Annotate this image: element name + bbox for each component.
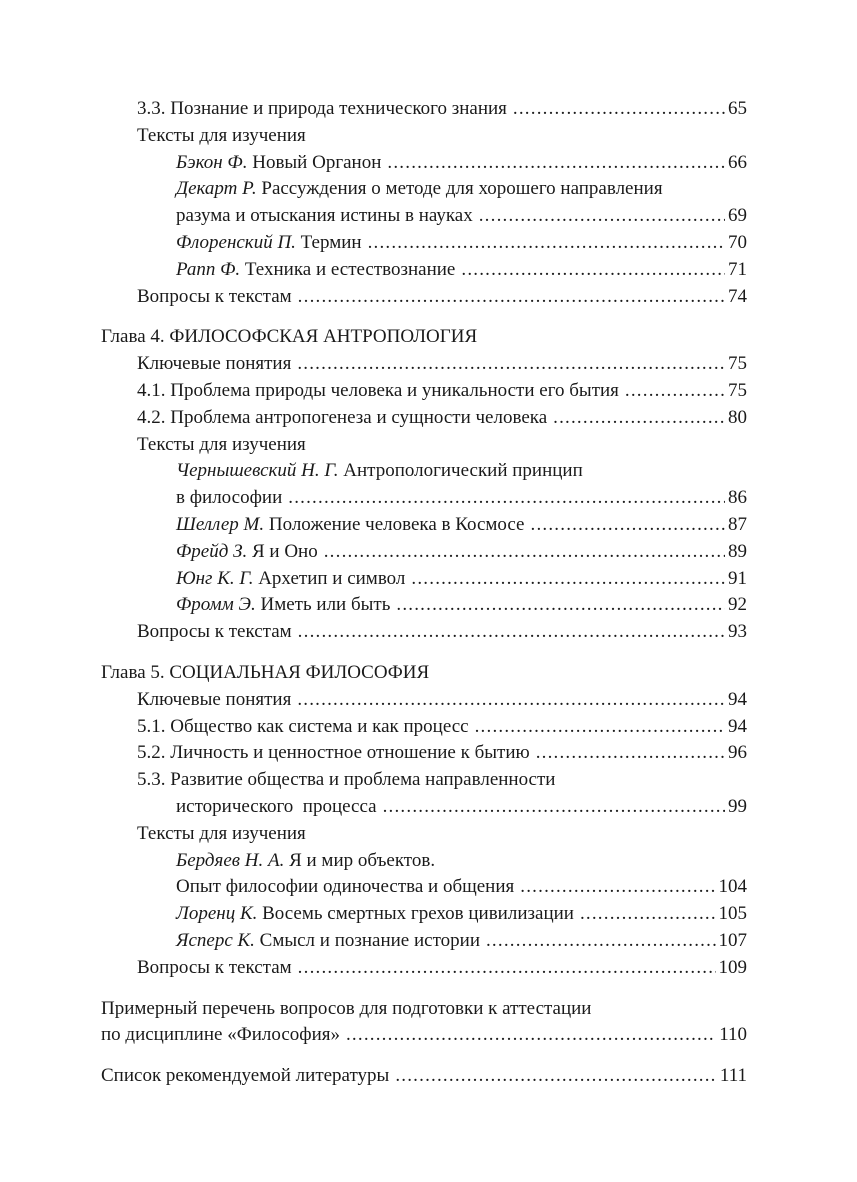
- dot-leader: [346, 1022, 716, 1049]
- dot-leader: [553, 405, 725, 432]
- toc-entry-5-3-line1[interactable]: 5.3. Развитие общества и проблема направленности: [137, 769, 556, 791]
- dot-leader: [298, 955, 716, 982]
- page-number: 80: [728, 406, 747, 428]
- dot-leader: [324, 539, 725, 566]
- toc-entry-berdyaev-line2[interactable]: Опыт философии одиночества и общения ..... 104: [0, 874, 857, 901]
- dot-leader: [298, 619, 725, 646]
- dot-leader: [298, 284, 725, 311]
- page-number: 94: [728, 715, 747, 737]
- page-number: 71: [728, 258, 747, 280]
- toc-entry-chernyshevsky-line1[interactable]: Чернышевский Н. Г. Антропологический принцип: [176, 460, 583, 482]
- author: Ясперс К.: [176, 929, 255, 951]
- author: Чернышевский Н. Г.: [176, 460, 339, 482]
- dot-leader: [536, 740, 725, 767]
- page-number: 110: [719, 1024, 747, 1046]
- texts-heading: Тексты для изучения: [137, 124, 306, 146]
- author: Бердяев Н. А.: [176, 849, 285, 871]
- dot-leader: [520, 874, 715, 901]
- dot-leader: [531, 512, 726, 539]
- toc-entry-rapp[interactable]: Рапп Ф. Техника и естествознание ..... 71: [0, 257, 857, 284]
- page-number: 99: [728, 795, 747, 817]
- dot-leader: [387, 150, 725, 177]
- toc-entry-5-2[interactable]: 5.2. Личность и ценностное отношение к бытию ..... 96: [0, 740, 857, 767]
- texts-heading: Тексты для изучения: [137, 433, 306, 455]
- page-number: 86: [728, 487, 747, 509]
- texts-heading: Тексты для изучения: [137, 822, 306, 844]
- page-number: 70: [728, 231, 747, 253]
- toc-entry-descartes-line1[interactable]: Декарт Р. Рассуждения о методе для хорошего направления: [176, 178, 663, 200]
- page-number: 105: [718, 903, 747, 925]
- toc-entry-fromm[interactable]: Фромм Э. Иметь или быть ..... 92: [0, 592, 857, 619]
- toc-entry-bacon[interactable]: Бэкон Ф. Новый Органон ..... 66: [0, 150, 857, 177]
- chapter-4-title[interactable]: Глава 4. ФИЛОСОФСКАЯ АНТРОПОЛОГИЯ: [101, 326, 478, 348]
- page-number: 92: [728, 594, 747, 616]
- page-number: 104: [718, 876, 747, 898]
- toc-entry-ch3-questions[interactable]: Вопросы к текстам ..... 74: [0, 284, 857, 311]
- author: Юнг К. Г.: [176, 567, 254, 589]
- page-number: 111: [719, 1065, 747, 1087]
- dot-leader: [395, 1063, 717, 1090]
- toc-entry-4-2[interactable]: 4.2. Проблема антропогенеза и сущности человека ..... 80: [0, 405, 857, 432]
- author: Декарт Р.: [176, 178, 257, 200]
- toc-entry-descartes-line2[interactable]: разума и отыскания истины в науках ..... 69: [0, 203, 857, 230]
- toc-entry-berdyaev-line1[interactable]: Бердяев Н. А. Я и мир объектов.: [176, 849, 436, 871]
- toc-entry-exam-questions-line1[interactable]: Примерный перечень вопросов для подготовки к аттестации: [101, 997, 592, 1019]
- dot-leader: [396, 592, 725, 619]
- author: Фромм Э.: [176, 594, 256, 616]
- author: Шеллер М.: [176, 513, 265, 535]
- dot-leader: [368, 230, 725, 257]
- author: Лоренц К.: [176, 903, 258, 925]
- toc-entry-jung[interactable]: Юнг К. Г. Архетип и символ ..... 91: [0, 566, 857, 593]
- page-number: 109: [718, 956, 747, 978]
- dot-leader: [625, 378, 725, 405]
- toc-entry-chernyshevsky-line2[interactable]: в философии ..... 86: [0, 485, 857, 512]
- toc-entry-ch4-questions[interactable]: Вопросы к текстам ..... 93: [0, 619, 857, 646]
- toc-entry-scheler[interactable]: Шеллер М. Положение человека в Космосе ..... 87: [0, 512, 857, 539]
- toc-entry-jaspers[interactable]: Ясперс К. Смысл и познание истории ..... 107: [0, 928, 857, 955]
- toc-entry-ch5-questions[interactable]: Вопросы к текстам ..... 109: [0, 955, 857, 982]
- toc-entry-florensky[interactable]: Флоренский П. Термин ..... 70: [0, 230, 857, 257]
- page-number: 87: [728, 513, 747, 535]
- toc-entry-5-3-line2[interactable]: исторического процесса ..... 99: [0, 794, 857, 821]
- author: Бэкон Ф.: [176, 151, 248, 173]
- dot-leader: [411, 566, 725, 593]
- toc-entry-4-1[interactable]: 4.1. Проблема природы человека и уникальности его бытия ..... 75: [0, 378, 857, 405]
- author: Рапп Ф.: [176, 258, 241, 280]
- dot-leader: [580, 901, 716, 928]
- page-number: 94: [728, 688, 747, 710]
- table-of-contents: [0, 96, 857, 1090]
- page-number: 75: [728, 353, 747, 375]
- page-number: 89: [728, 540, 747, 562]
- page-number: 75: [728, 379, 747, 401]
- page-number: 69: [728, 205, 747, 227]
- page-number: 74: [728, 285, 747, 307]
- dot-leader: [297, 687, 725, 714]
- page-number: 107: [718, 929, 747, 951]
- dot-leader: [513, 96, 725, 123]
- dot-leader: [486, 928, 716, 955]
- page-number: 91: [728, 567, 747, 589]
- dot-leader: [461, 257, 725, 284]
- toc-entry-freud[interactable]: Фрейд З. Я и Оно ..... 89: [0, 539, 857, 566]
- page-number: 66: [728, 151, 747, 173]
- author: Флоренский П.: [176, 231, 296, 253]
- page-number: 96: [728, 742, 747, 764]
- toc-entry-3-3[interactable]: 3.3. Познание и природа технического знания ..... 65: [0, 96, 857, 123]
- toc-entry-ch5-key-concepts[interactable]: Ключевые понятия ..... 94: [0, 687, 857, 714]
- toc-entry-ch4-key-concepts[interactable]: Ключевые понятия ..... 75: [0, 351, 857, 378]
- dot-leader: [297, 351, 725, 378]
- toc-entry-bibliography[interactable]: Список рекомендуемой литературы ..... 111: [0, 1063, 857, 1090]
- chapter-5-title[interactable]: Глава 5. СОЦИАЛЬНАЯ ФИЛОСОФИЯ: [101, 661, 430, 683]
- page-number: 93: [728, 621, 747, 643]
- page-number: 65: [728, 98, 747, 119]
- dot-leader: [475, 714, 725, 741]
- dot-leader: [479, 203, 725, 230]
- dot-leader: [288, 485, 725, 512]
- toc-entry-exam-questions-line2[interactable]: по дисциплине «Философия» ..... 110: [0, 1022, 857, 1049]
- author: Фрейд З.: [176, 540, 248, 562]
- toc-entry-5-1[interactable]: 5.1. Общество как система и как процесс ..... 94: [0, 714, 857, 741]
- toc-entry-lorenz[interactable]: Лоренц К. Восемь смертных грехов цивилизации ..... 105: [0, 901, 857, 928]
- dot-leader: [383, 794, 725, 821]
